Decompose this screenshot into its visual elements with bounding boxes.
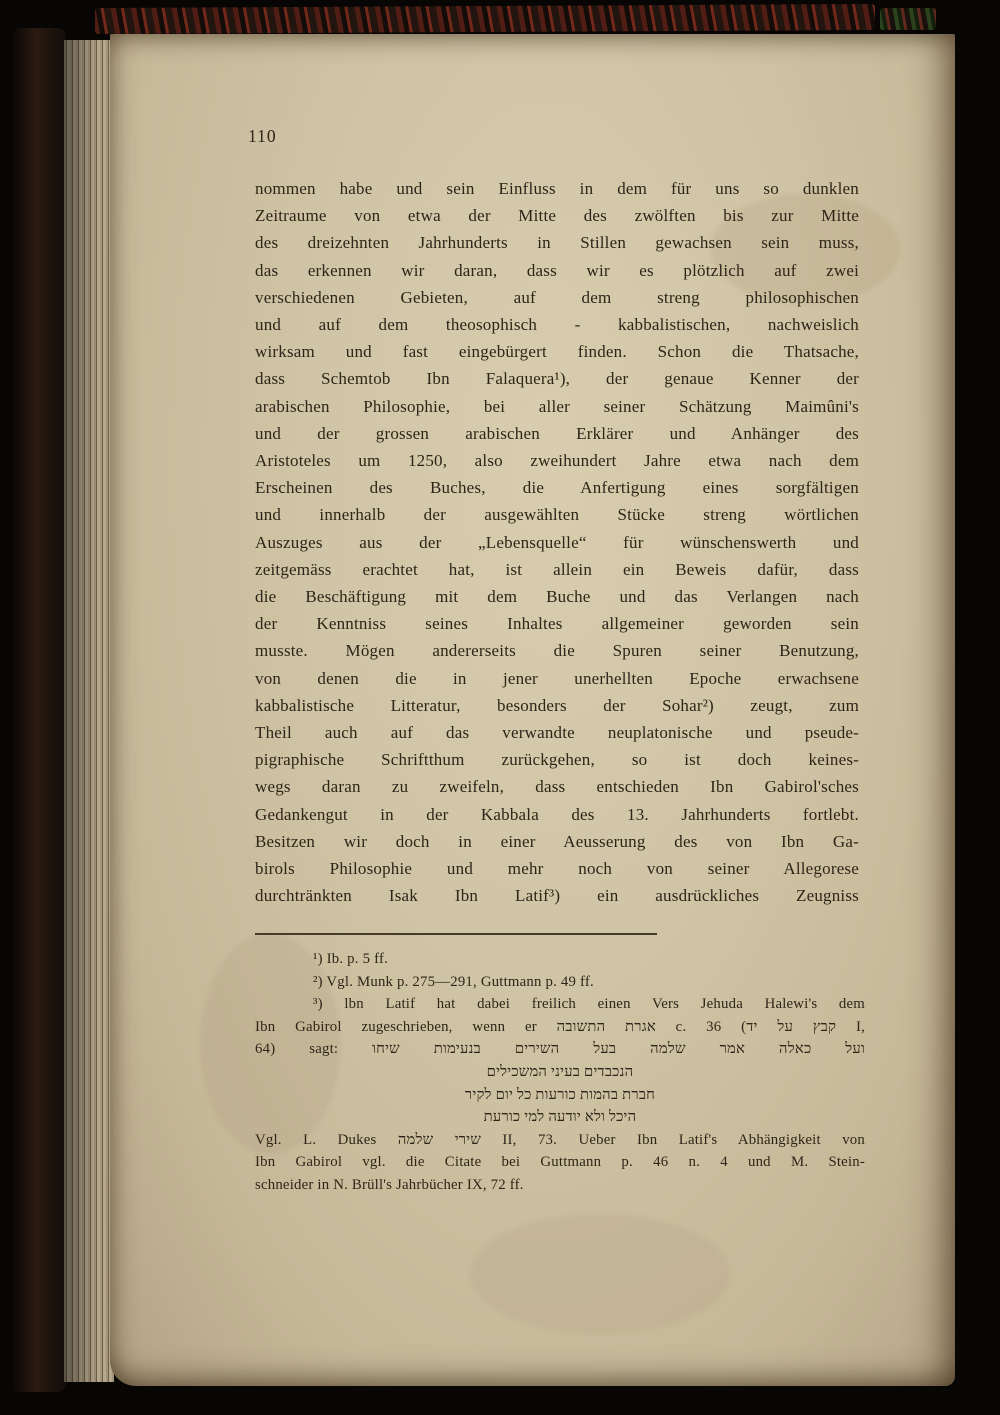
body-line: zeitgemäss erachtet hat, ist allein ein Beweis dafür, dass (255, 559, 859, 579)
footnotes (255, 948, 865, 1197)
body-line: Zeitraume von etwa der Mitte des zwölften bis zur Mitte (255, 206, 859, 226)
body-line: der Kenntniss seines Inhaltes allgemeiner geworden sein (255, 614, 859, 634)
body-line: Erscheinen des Buches, die Anfertigung eines sorgfältigen (255, 478, 859, 498)
body-line: verschiedenen Gebieten, auf dem streng philosophischen (255, 287, 859, 307)
headband-texture (95, 4, 875, 34)
body-line: des dreizehnten Jahrhunderts in Stillen gewachsen sein muss, (255, 233, 859, 253)
footnote-line: 64) sagt: ועל כאלה אמר שלמה בעל השירים בנעימות שיחו (255, 1041, 865, 1058)
page (110, 34, 955, 1386)
footnote-line: הנכבדים בעיני המשכילים (486, 1063, 634, 1080)
footnote-line: ³) lbn Latif hat dabei freilich einen Vers Jehuda Halewi's dem (313, 996, 865, 1013)
footnote-line: Ibn Gabirol vgl. die Citate bei Guttmann p. 46 n. 4 und M. Stein- (255, 1154, 865, 1171)
page-edge-stack (64, 40, 114, 1382)
body-line: kabbalistische Litteratur, besonders der Sohar²) zeugt, zum (255, 695, 859, 715)
footnote-line: חברת בהמות כורעות כל יום לקיר (464, 1086, 656, 1103)
body-line: musste. Mögen andererseits die Spuren seiner Benutzung, (255, 641, 859, 661)
body-text (255, 175, 859, 909)
footnote-line: ²) Vgl. Munk p. 275—291, Guttmann p. 49 ff. (313, 973, 594, 990)
body-line: dass Schemtob Ibn Falaquera¹), der genaue Kenner der (255, 369, 859, 389)
body-line: und der grossen arabischen Erklärer und Anhänger des (255, 423, 859, 443)
footnote-line: Vgl. L. Dukes שירי שלמה II, 73. Ueber Ibn Latif's Abhängigkeit von (255, 1131, 865, 1148)
paper-stain (470, 1214, 730, 1334)
footnote-rule (255, 933, 657, 935)
body-line: von denen die in jener unerhellten Epoche erwachsene (255, 668, 859, 688)
body-line: Gedankengut in der Kabbala des 13. Jahrhunderts fortlebt. (255, 804, 859, 824)
body-line: das erkennen wir daran, dass wir es plötzlich auf zwei (255, 260, 859, 280)
body-line: durchtränkten Isak Ibn Latif³) ein ausdrückliches Zeugniss (255, 886, 859, 906)
footnote-line: היכל ולא יודעה למי כורעת (483, 1109, 637, 1126)
body-line: Besitzen wir doch in einer Aeusserung des von Ibn Ga- (255, 831, 859, 851)
body-line: nommen habe und sein Einfluss in dem für uns so dunklen (255, 179, 859, 198)
body-line: birols Philosophie und mehr noch von seiner Allegorese (255, 859, 859, 879)
body-line: Aristoteles um 1250, also zweihundert Jahre etwa nach dem (255, 451, 859, 471)
headband-right-texture (880, 8, 936, 30)
body-line: wegs daran zu zweifeln, dass entschieden Ibn Gabirol'sches (255, 777, 859, 797)
footnote-line: Ibn Gabirol zugeschrieben, wenn er אגרת התשובה c. 36 (קבץ על יד I, (255, 1018, 865, 1035)
body-line: Theil auch auf das verwandte neuplatonische und pseude- (255, 723, 859, 743)
body-line: pigraphische Schriftthum zurückgehen, so ist doch keines- (255, 750, 859, 770)
body-line: die Beschäftigung mit dem Buche und das Verlangen nach (255, 587, 859, 607)
body-line: wirksam und fast eingebürgert finden. Schon die Thatsache, (255, 342, 859, 362)
page-number: 110 (248, 126, 277, 146)
body-line: und auf dem theosophisch - kabbalistischen, nachweislich (255, 315, 859, 335)
body-line: Auszuges aus der „Lebensquelle“ für wünschenswerth und (255, 532, 859, 552)
book-spine (12, 28, 66, 1392)
body-line: und innerhalb der ausgewählten Stücke streng wörtlichen (255, 505, 859, 525)
footnote-line: ¹) Ib. p. 5 ff. (313, 951, 388, 967)
footnote-line: schneider in N. Brüll's Jahrbücher IX, 72 ff. (255, 1176, 524, 1193)
body-line: arabischen Philosophie, bei aller seiner Schätzung Maimûni's (255, 396, 859, 416)
